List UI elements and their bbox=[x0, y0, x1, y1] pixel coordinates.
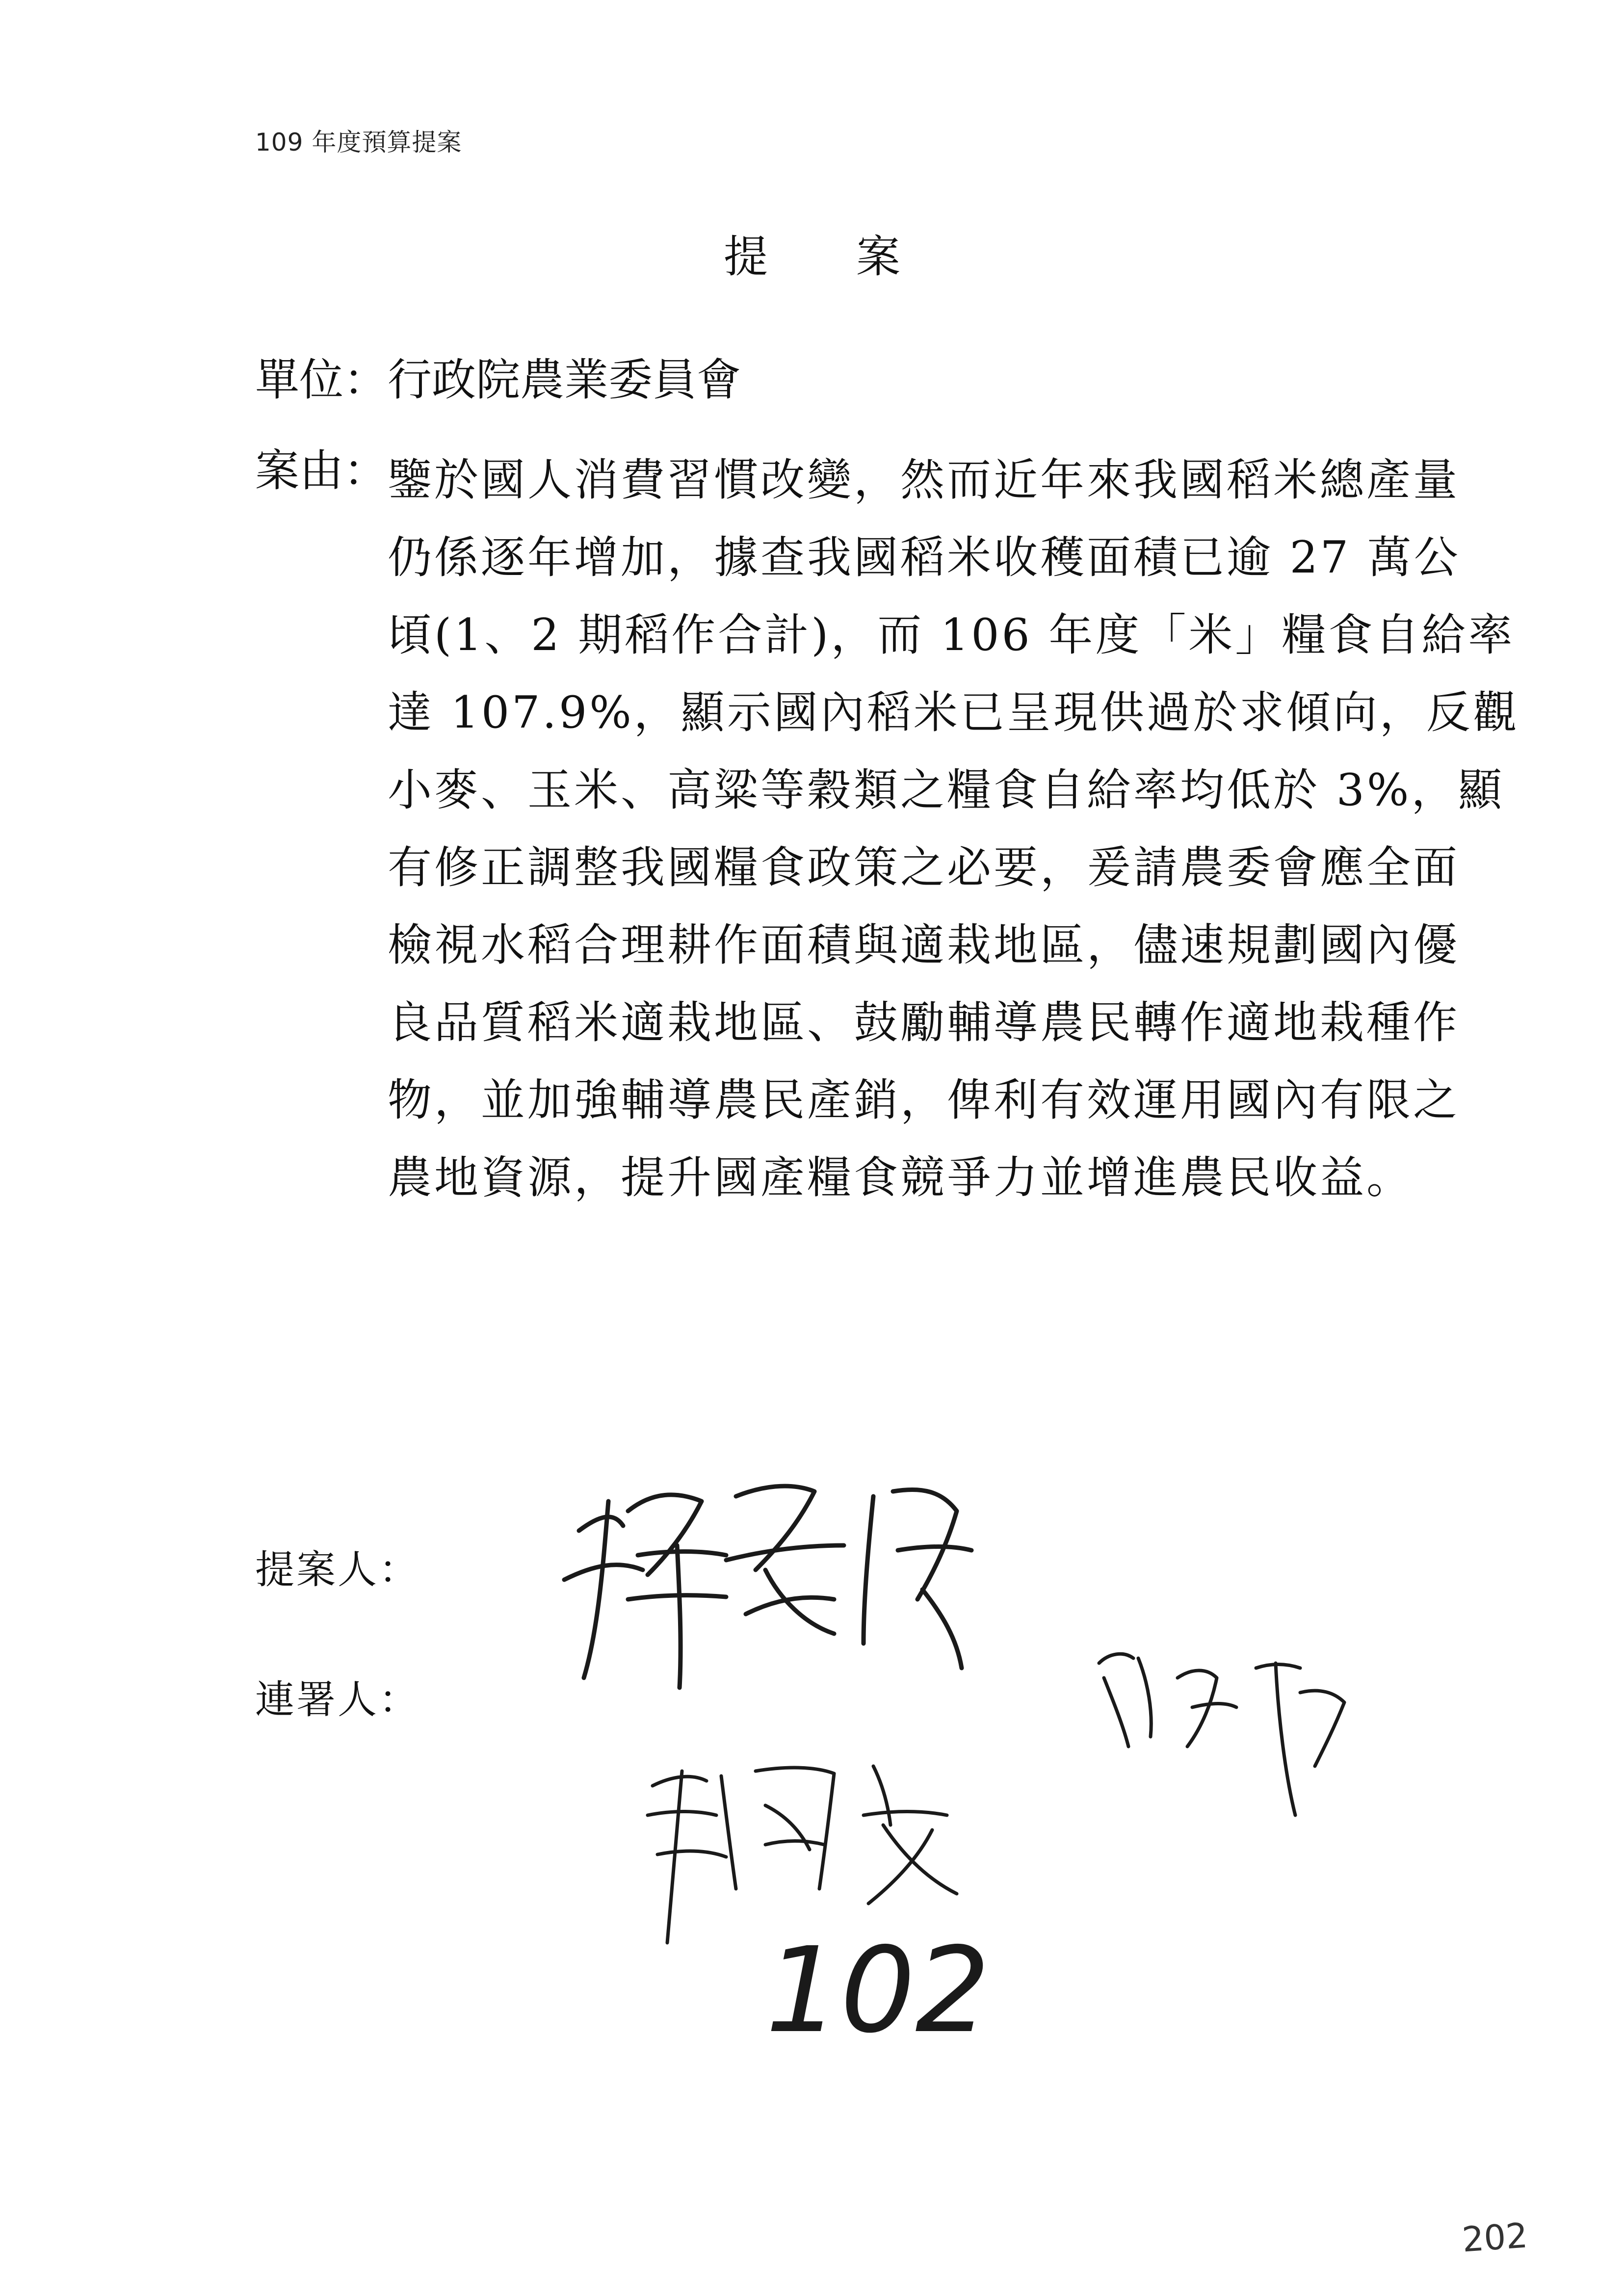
document-header: 109 年度預算提案 bbox=[255, 128, 462, 157]
page-number: 202 bbox=[1461, 2215, 1529, 2260]
cosigner-signature-1 bbox=[1099, 1654, 1344, 1815]
unit-label: 單位： bbox=[255, 354, 388, 406]
reason-line: 鑒於國人消費習慣改變，然而近年來我國稻米總產量 bbox=[388, 454, 1460, 506]
cosigner-signature-2 bbox=[648, 1766, 957, 1943]
cosigner-label: 連署人： bbox=[255, 1677, 420, 1722]
reason-label: 案由： bbox=[255, 445, 388, 496]
reason-line: 有修正調整我國糧食政策之必要，爰請農委會應全面 bbox=[388, 842, 1460, 893]
reason-line: 達 107.9%，顯示國內稻米已呈現供過於求傾向，反觀 bbox=[388, 687, 1519, 738]
reason-line: 小麥、玉米、高粱等穀類之糧食自給率均低於 3%，顯 bbox=[388, 764, 1505, 816]
reason-line: 檢視水稻合理耕作面積與適栽地區，儘速規劃國內優 bbox=[388, 919, 1460, 971]
proposer-label: 提案人： bbox=[255, 1547, 420, 1592]
proposer-signature bbox=[564, 1486, 971, 1688]
unit-value: 行政院農業委員會 bbox=[388, 354, 741, 406]
handwritten-number: 102 bbox=[765, 1922, 991, 2059]
reason-line: 良品質稻米適栽地區、鼓勵輔導農民轉作適地栽種作 bbox=[388, 997, 1460, 1048]
document-title: 提案 bbox=[724, 231, 989, 283]
reason-line: 物，並加強輔導農民產銷，俾利有效運用國內有限之 bbox=[388, 1074, 1460, 1126]
reason-line: 頃(1、2 期稻作合計)，而 106 年度「米」糧食自給率 bbox=[388, 609, 1515, 661]
reason-line: 仍係逐年增加，據查我國稻米收穫面積已逾 27 萬公 bbox=[388, 532, 1461, 583]
reason-line: 農地資源，提升國產糧食競爭力並增進農民收益。 bbox=[388, 1152, 1413, 1203]
